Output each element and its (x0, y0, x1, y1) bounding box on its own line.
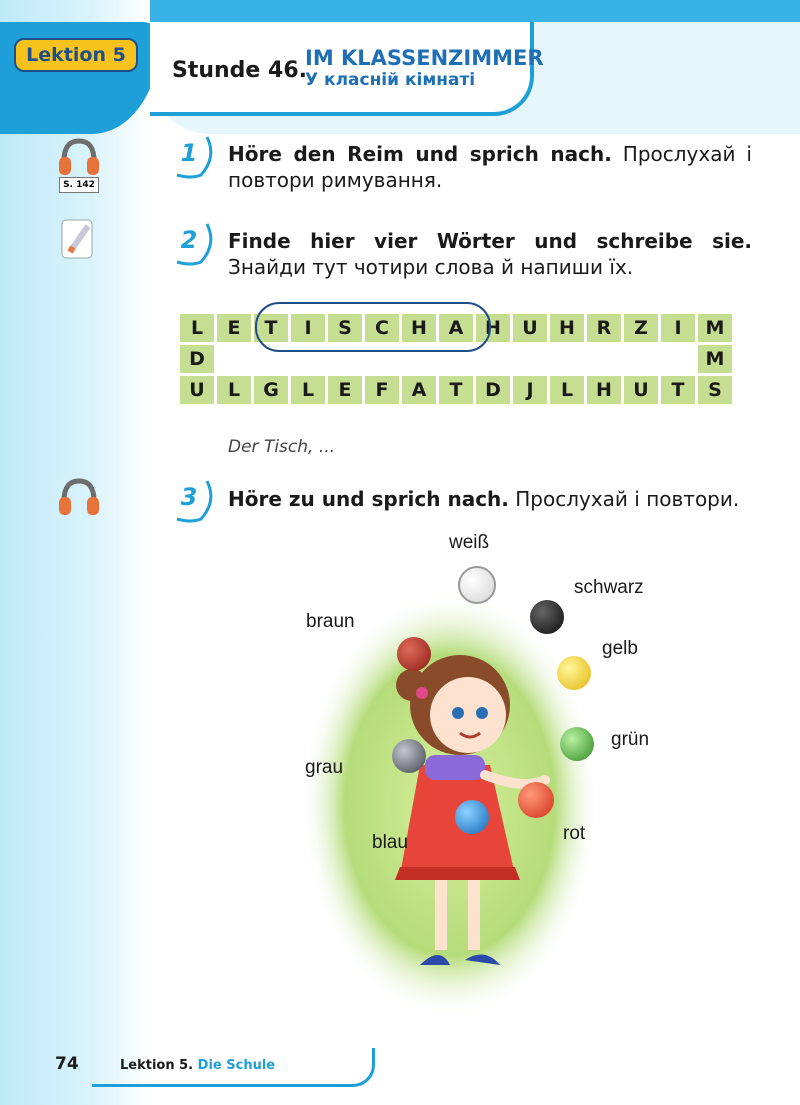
task-number-1 (171, 133, 219, 181)
color-label-rot: rot (563, 823, 586, 844)
grid-cell: E (328, 376, 362, 404)
grid-cell (624, 345, 658, 373)
task-number-3 (171, 477, 219, 525)
task-number-label: 3 (180, 483, 198, 511)
color-label-gruen: grün (611, 729, 650, 750)
grid-cell: H (402, 314, 436, 342)
page-number: 74 (55, 1054, 79, 1074)
circled-word-oval (255, 302, 491, 352)
footer-running-title (120, 1058, 275, 1073)
task-1-instruction-uk: Прослухай і повтори римування. (228, 142, 752, 192)
grid-cell: A (439, 314, 473, 342)
color-label-grau: grau (305, 757, 344, 778)
grey-ball (392, 739, 426, 773)
grid-cell: L (180, 314, 214, 342)
blue-ball (455, 800, 489, 834)
lesson-number: Stunde 46. (172, 58, 307, 83)
grid-cell: A (402, 376, 436, 404)
task-2-instruction-uk: Знайди тут чотири слова й напиши їх. (228, 255, 634, 279)
girl-hair-tie (416, 687, 428, 699)
footer-topic: Die Schule (197, 1058, 276, 1073)
girl-eye-left (452, 707, 464, 719)
task-3-instruction-uk: Прослухай і повтори. (508, 487, 740, 511)
task-1-instruction (228, 141, 752, 193)
grid-cell (513, 345, 547, 373)
black-ball (530, 600, 564, 634)
grid-cell: J (513, 376, 547, 404)
task-2-instruction (228, 228, 752, 280)
grid-cell: U (624, 376, 658, 404)
task-number-label: 1 (180, 139, 198, 167)
task-2-instruction-de: Finde hier vier Wörter und schreibe sie. (228, 229, 752, 253)
grid-cell: F (365, 376, 399, 404)
color-label-gelb: gelb (602, 638, 638, 659)
grid-cell: T (439, 376, 473, 404)
grid-cell: S (328, 314, 362, 342)
green-ball (560, 727, 594, 761)
grid-cell: T (661, 376, 695, 404)
girl-leg-left (435, 875, 447, 950)
task-3-instruction (228, 486, 752, 512)
red-ball (518, 782, 554, 818)
girl-shirt (425, 755, 485, 780)
page-title: IM KLASSENZIMMER (305, 46, 544, 70)
grid-cell: S (698, 376, 732, 404)
headphones-icon[interactable] (56, 475, 102, 521)
grid-cell (587, 345, 621, 373)
task-1-instruction-de: Höre den Reim und sprich nach. (228, 142, 612, 166)
lesson-badge: Lektion 5 (14, 38, 138, 72)
grid-cell: G (254, 376, 288, 404)
answer-example: Der Tisch, ... (228, 437, 336, 457)
grid-cell: H (587, 376, 621, 404)
task-number-label: 2 (180, 226, 198, 254)
grid-row (180, 376, 732, 404)
grid-cell: U (180, 376, 214, 404)
grid-cell: I (291, 314, 325, 342)
grid-cell: D (180, 345, 214, 373)
grid-cell (550, 345, 584, 373)
grid-cell: H (550, 314, 584, 342)
color-label-blau: blau (372, 832, 408, 853)
grid-cell: H (476, 314, 510, 342)
brown-ball (397, 637, 431, 671)
grid-cell (217, 345, 251, 373)
task-number-2 (171, 220, 219, 268)
grid-cell: C (365, 314, 399, 342)
grid-cell: M (698, 314, 732, 342)
grid-cell: L (550, 376, 584, 404)
girl-eye-right (476, 707, 488, 719)
girl-face (430, 677, 506, 753)
grid-cell (661, 345, 695, 373)
top-band (150, 0, 800, 22)
page-subtitle: У класній кімнаті (305, 70, 476, 90)
grid-cell: R (587, 314, 621, 342)
grid-cell: I (661, 314, 695, 342)
audio-track-label: S. 142 (59, 177, 99, 193)
grid-cell (476, 345, 510, 373)
color-label-weiss: weiß (449, 532, 490, 553)
pencil-icon (58, 216, 98, 262)
grid-cell: L (291, 376, 325, 404)
grid-cell: E (217, 314, 251, 342)
grid-cell: D (476, 376, 510, 404)
girl-leg-right (468, 875, 480, 950)
yellow-ball (557, 656, 591, 690)
juggling-girl-illustration (300, 575, 610, 1015)
color-label-braun: braun (306, 611, 355, 632)
grid-cell: L (217, 376, 251, 404)
grid-cell: Z (624, 314, 658, 342)
grid-cell: M (698, 345, 732, 373)
grid-cell: U (513, 314, 547, 342)
task-3-instruction-de: Höre zu und sprich nach. (228, 487, 509, 511)
color-label-schwarz: schwarz (574, 577, 644, 598)
footer-lesson: Lektion 5. (120, 1058, 194, 1073)
headphones-icon[interactable] (56, 135, 102, 195)
girl-dress-hem (395, 867, 520, 880)
grid-cell: T (254, 314, 288, 342)
white-ball (458, 566, 496, 604)
